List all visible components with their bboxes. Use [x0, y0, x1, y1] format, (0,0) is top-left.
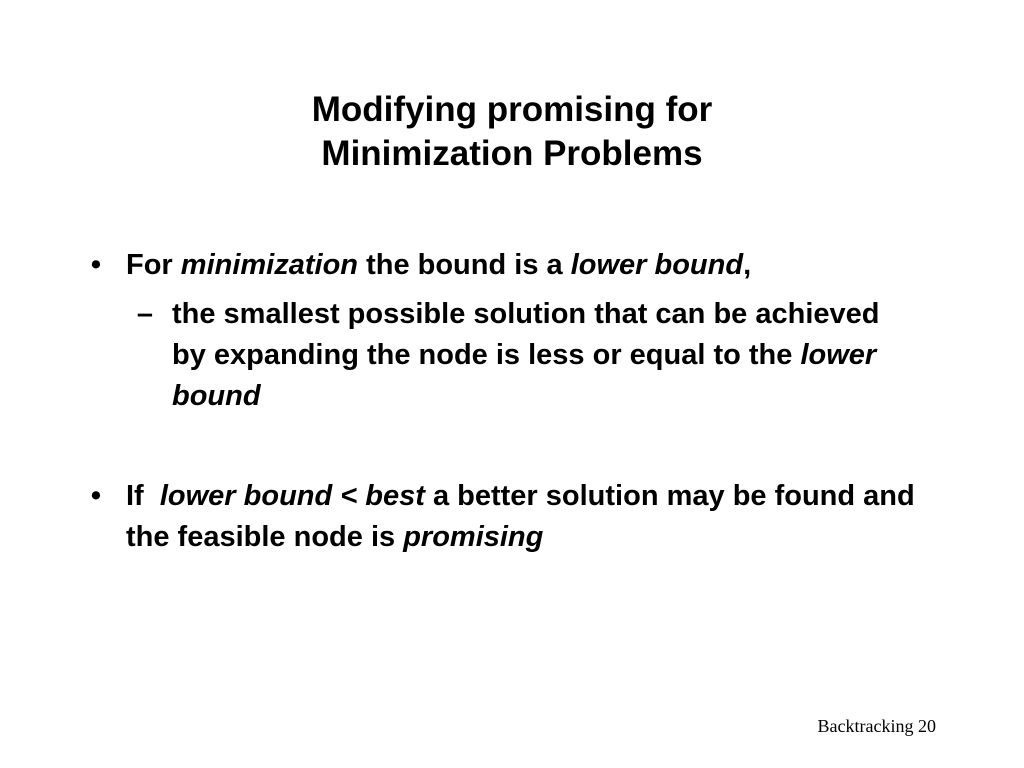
sub-bullet-emphasis: lower bound	[172, 339, 877, 412]
bullet-emphasis: lower bound < best	[159, 480, 425, 512]
title-line-1: Modifying promising for	[311, 90, 713, 129]
bullet-text: If	[126, 480, 160, 512]
bullet-minimization	[90, 245, 946, 286]
bullet-text: a better solution may be found and the feasible node is	[126, 480, 915, 553]
title-line-2: Minimization Problems	[321, 134, 703, 173]
bullet-marker: •	[90, 480, 102, 512]
sub-bullet-text: the smallest possible solution that can be achieved by expanding the node is less or equal to the	[172, 298, 880, 371]
slide-footer: Backtracking 20	[817, 716, 936, 736]
sub-bullet-smallest-solution	[136, 294, 892, 417]
bullet-text: For	[126, 249, 181, 281]
bullet-marker: •	[90, 249, 102, 281]
dash-marker: –	[136, 298, 154, 330]
slide-title	[0, 88, 1024, 176]
bullet-lower-bound-best	[90, 476, 926, 558]
bullet-text: the bound is a	[358, 249, 571, 281]
bullet-text: ,	[743, 249, 752, 281]
bullet-emphasis: promising	[403, 521, 544, 553]
bullet-emphasis: lower bound	[570, 249, 744, 281]
bullet-emphasis: minimization	[180, 249, 359, 281]
